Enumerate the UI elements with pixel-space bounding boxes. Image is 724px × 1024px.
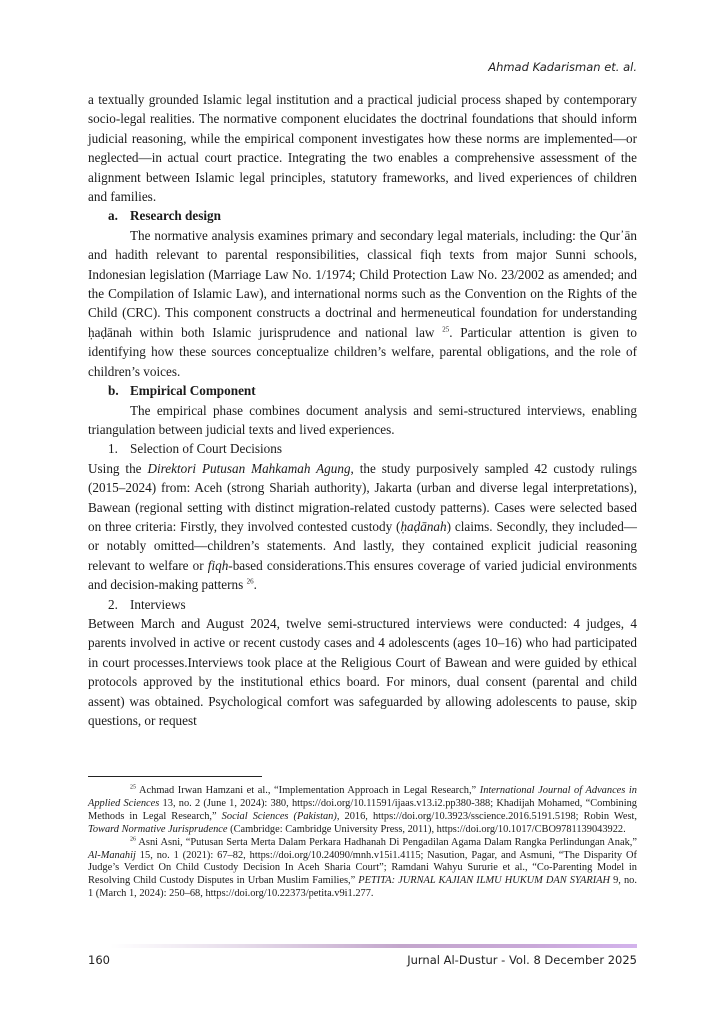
section-title: Empirical Component — [130, 383, 256, 399]
footnote-number: 25 — [130, 784, 136, 791]
footnote-ref-26[interactable]: 26 — [246, 577, 254, 586]
footnote-text: (Cambridge: Cambridge University Press, 2011), https://doi.org/10.1017/CBO9781139043922. — [227, 823, 626, 835]
paragraph-text: ) claims. Secondly, they included—or notably omitted—children’s statements. And lastly, they contained explicit judicial reasoning relevant to welfare or — [88, 518, 637, 573]
court-decisions-paragraph — [88, 459, 637, 595]
footnote-25 — [88, 785, 637, 837]
footnote-text: Achmad Irwan Hamzani et al., “Implementation Approach in Legal Research,” — [136, 785, 480, 796]
paragraph-text: -based considerations.This ensures coverage of varied judicial environments and decision-making patterns — [88, 557, 637, 593]
page-number: 160 — [88, 953, 110, 967]
footnote-26 — [88, 837, 637, 902]
journal-title: Al-Manahij — [88, 849, 136, 861]
italic-term: ḥaḍānah — [400, 518, 447, 534]
footnote-ref-25[interactable]: 25 — [442, 325, 450, 334]
footnote-number: 26 — [130, 836, 136, 843]
journal-title: Social Sciences (Pakistan) — [221, 810, 337, 822]
list-number: 2. — [108, 596, 118, 612]
list-number: 1. — [108, 441, 118, 457]
footnote-text: 9, no. 1 (March 1, 2024): 250–68, https://doi.org/10.22373/petita.v9i1.277. — [88, 875, 637, 900]
list-item-court-decisions — [88, 439, 637, 458]
paragraph-text: Using the — [88, 460, 148, 476]
footnote-separator — [88, 776, 262, 777]
body-text — [88, 90, 637, 730]
paragraph-text: . — [253, 577, 257, 593]
section-title: Research design — [130, 208, 221, 224]
journal-name: Jurnal Al-Dustur - Vol. 8 December 2025 — [407, 953, 637, 967]
intro-paragraph: a textually grounded Islamic legal institution and a practical judicial process shaped by contemporary socio-legal realities. The normative component elucidates the doctrinal foundations that should inform judicial reasoning, while the empirical component investigates how these norms are implemented—or neglected—in actual court practice. Integrating the two enables a comprehensive assessment of the alignment between Islamic legal principles, statutory frameworks, and lived experiences of children and families. — [88, 92, 637, 205]
section-heading-research-design — [88, 206, 637, 225]
italic-term: Direktori Putusan Mahkamah Agung — [147, 460, 351, 476]
footnote-text: Asni Asni, “Putusan Serta Merta Dalam Perkara Hadhanah Di Pengadilan Agama Dalam Rangka Perlindungan Anak,” — [136, 836, 637, 848]
book-title: Toward Normative Jurisprudence — [88, 823, 228, 835]
running-head: Ahmad Kadarisman et. al. — [488, 60, 637, 74]
journal-title: International Journal of Advances in Applied Sciences — [88, 785, 637, 809]
list-item-title: Interviews — [130, 596, 186, 612]
empirical-paragraph: The empirical phase combines document analysis and semi-structured interviews, enabling triangulation between judicial texts and lived experiences. — [88, 402, 637, 437]
section-label: a. — [108, 208, 118, 224]
journal-title: PETITA: JURNAL KAJIAN ILMU HUKUM DAN SYARIAH — [358, 875, 611, 887]
footnote-text: , 2016, https://doi.org/10.3923/sscience.2016.5191.5198; Robin West, — [336, 810, 638, 822]
italic-term: fiqh — [207, 557, 229, 573]
research-design-paragraph — [88, 226, 637, 381]
list-item-title: Selection of Court Decisions — [130, 441, 282, 457]
footnotes — [88, 785, 637, 901]
paragraph-text: . Particular attention is given to identifying how these sources conceptualize children’s welfare, parental obligations, and the role of children’s voices. — [88, 324, 637, 379]
section-label: b. — [108, 383, 119, 399]
list-item-interviews — [88, 595, 637, 614]
footnote-text: 13, no. 2 (June 1, 2024): 380, https://doi.org/10.11591/ijaas.v13.i2.pp380-388; Khadijah Mohamed, “Combining Methods in Legal Research,” — [88, 797, 638, 822]
footer-gradient-rule — [110, 944, 637, 948]
paragraph-text: The normative analysis examines primary and secondary legal materials, including: the Qur᾽ān and hadith relevant to parental responsibilities, classical fiqh texts from major Sunni schools, Indonesian legislation (Marriage Law No. 1/1974; Child Protection Law No. 23/2002 as amended; and the Compilation of Islamic Law), and international norms such as the Convention on the Rights of the Child (CRC). This component constructs a doctrinal and hermeneutical foundation for understanding ḥaḍānah within both Islamic jurisprudence and national law — [88, 227, 637, 340]
interviews-paragraph: Between March and August 2024, twelve semi-structured interviews were conducted: 4 judges, 4 parents involved in active or recent custody cases and 4 adolescents (ages 10–16) who had participated in court processes.Interviews took place at the Religious Court of Bawean and were guided by ethical protocols approved by the institutional ethics board. For minors, dual consent (parental and child assent) was obtained. Psychological comfort was safeguarded by allowing adolescents to pause, skip questions, or request — [88, 615, 637, 728]
paragraph-text: , the study purposively sampled 42 custody rulings (2015–2024) from: Aceh (strong Shariah authority), Jakarta (urban and diverse legal interpretations), Bawean (regional setting with distinct migration-related custody patterns). Cases were selected based on three criteria: Firstly, they involved contested custody ( — [88, 460, 637, 534]
section-heading-empirical-component — [88, 381, 637, 400]
footnote-text: 15, no. 1 (2021): 67–82, https://doi.org/10.24090/mnh.v15i1.4115; Nasution, Pagar, and Asmuni, “The Disparity Of Judge’s Verdict On Child Custody Decision In Aceh Sharia Court”; Ramdani Wahyu Sururie et al., “Co-Parenting Model in Resolving Child Custody Disputes in Urban Muslim Families,” — [88, 849, 637, 887]
page-footer — [88, 953, 637, 967]
